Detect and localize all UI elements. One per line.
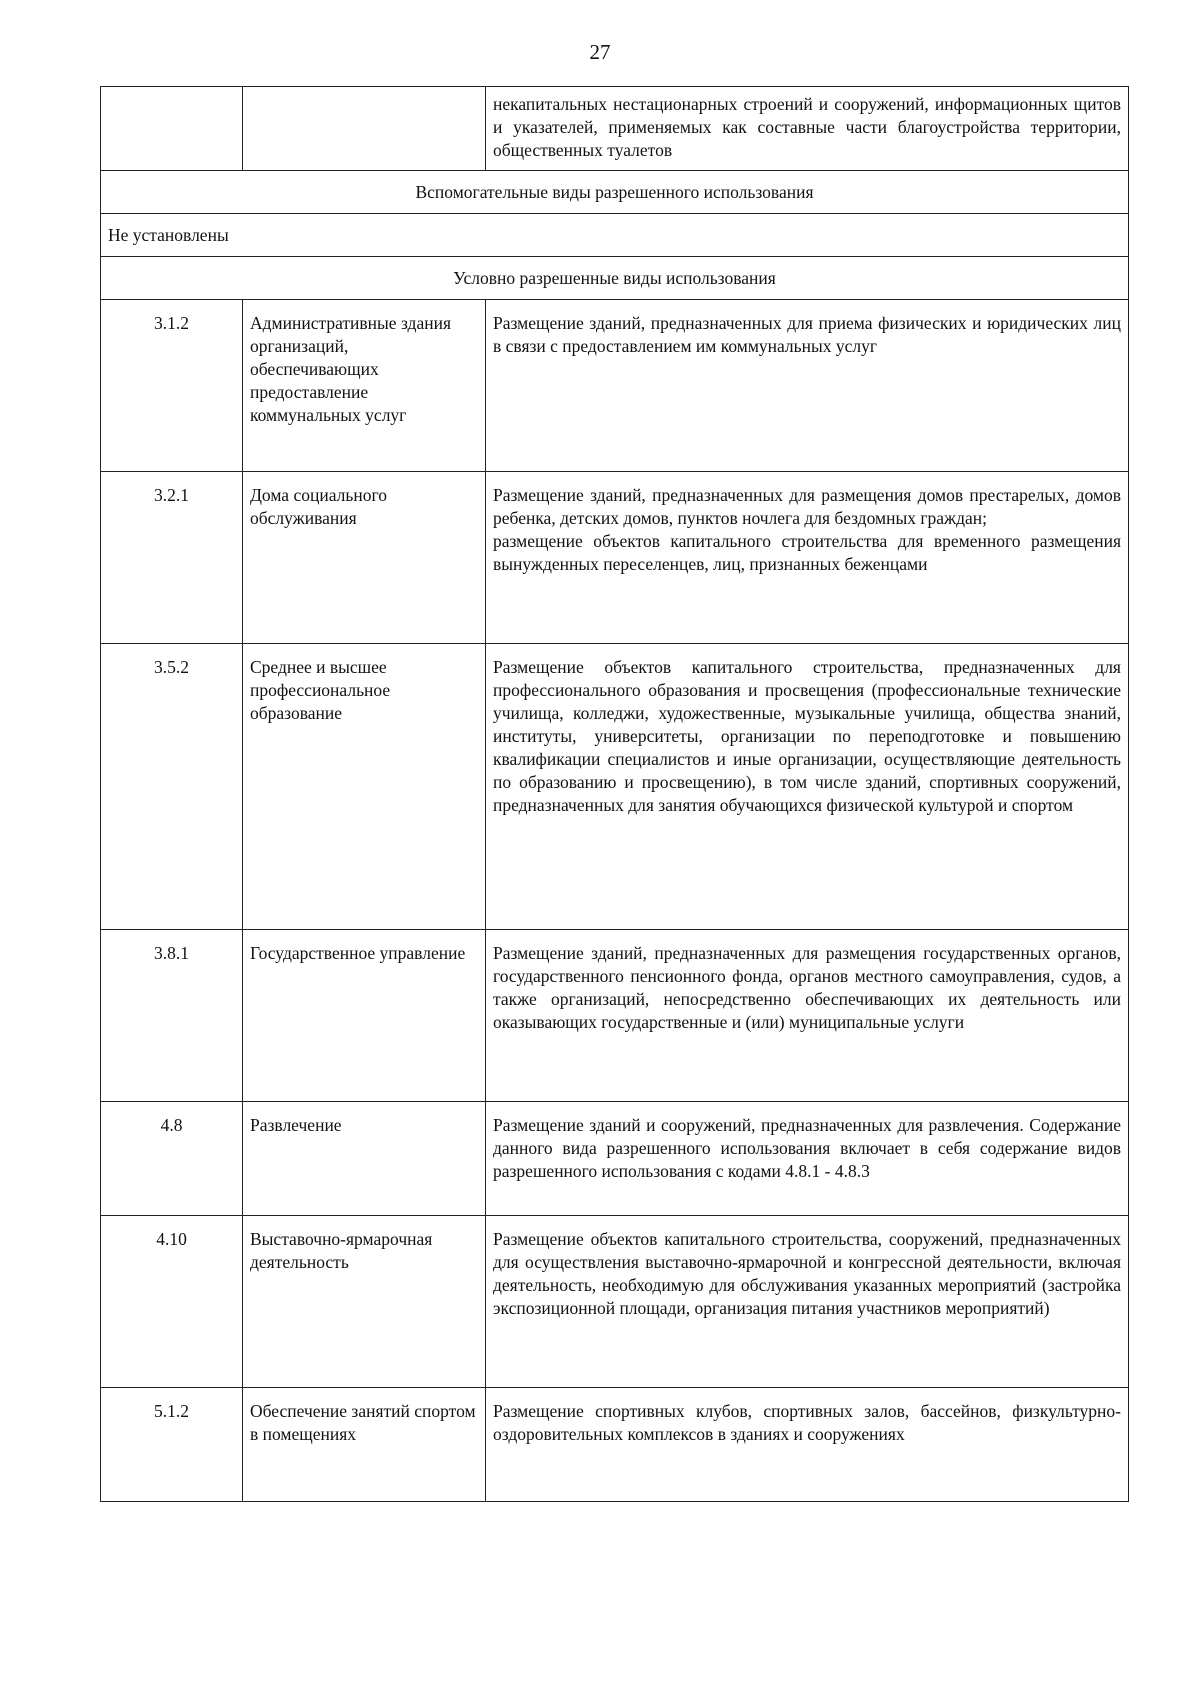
cell-name: Обеспечение занятий спортом в помещениях (243, 1388, 486, 1502)
cell-code: 3.2.1 (101, 472, 243, 644)
table-row (101, 1102, 1129, 1216)
section-row-conditional (101, 257, 1129, 300)
cell-name: Государственное управление (243, 930, 486, 1102)
table-row (101, 644, 1129, 930)
cell-description (486, 472, 1129, 644)
table-row-continuation (101, 87, 1129, 171)
cell-code: 3.8.1 (101, 930, 243, 1102)
conditional-rows (101, 300, 1129, 1502)
cell-name: Среднее и высшее профессиональное образование (243, 644, 486, 930)
cell-code: 3.1.2 (101, 300, 243, 472)
page-number: 27 (589, 40, 611, 64)
cell-description (486, 1388, 1129, 1502)
cell-name: Административные здания организаций, обеспечивающих предоставление коммунальных услуг (243, 300, 486, 472)
cell-description (486, 300, 1129, 472)
table-row (101, 472, 1129, 644)
cell-name (243, 87, 486, 171)
table-row (101, 1216, 1129, 1388)
cell-code (101, 87, 243, 171)
cell-code: 3.5.2 (101, 644, 243, 930)
description-paragraph: Размещение зданий, предназначенных для приема физических и юридических лиц в связи с предоставлением им коммунальных услуг (493, 313, 1121, 356)
cell-name: Выставочно-ярмарочная деятельность (243, 1216, 486, 1388)
description-paragraph: Размещение зданий и сооружений, предназначенных для развлечения. Содержание данного вида разрешенного использования включает в себя содержание видов разрешенного использования с кодами 4.8.1 - 4.8.3 (493, 1115, 1121, 1181)
cell-name: Дома социального обслуживания (243, 472, 486, 644)
description-paragraph: Размещение зданий, предназначенных для размещения домов престарелых, домов ребенка, детских домов, пунктов ночлега для бездомных граждан; (493, 485, 1121, 528)
section-header-auxiliary: Вспомогательные виды разрешенного использования (101, 171, 1129, 214)
cell-code: 4.10 (101, 1216, 243, 1388)
cell-description (486, 930, 1129, 1102)
cell-description (486, 644, 1129, 930)
description-paragraph: размещение объектов капитального строительства для временного размещения вынужденных переселенцев, лиц, признанных беженцами (493, 531, 1121, 574)
table-row (101, 1388, 1129, 1502)
cell-name: Развлечение (243, 1102, 486, 1216)
section-row-auxiliary (101, 171, 1129, 214)
section-row-auxiliary-note (101, 214, 1129, 257)
description-paragraph: Размещение объектов капитального строительства, предназначенных для профессионального образования и просвещения (профессиональные технические училища, колледжи, художественные, музыкальные училища, общества знаний, институты, университеты, организации по переподготовке и повышению квалификации специалистов и иные организации, осуществляющие деятельность по образованию и просвещению), в том числе зданий, спортивных сооружений, предназначенных для занятия обучающихся физической культурой и спортом (493, 657, 1121, 815)
cell-description: некапитальных нестационарных строений и сооружений, информационных щитов и указателей, применяемых как составные части благоустройства территории, общественных туалетов (486, 87, 1129, 171)
section-note-not-established: Не установлены (101, 214, 1129, 257)
cell-description (486, 1102, 1129, 1216)
land-use-table (100, 86, 1129, 1502)
table-row (101, 930, 1129, 1102)
description-paragraph: Размещение спортивных клубов, спортивных залов, бассейнов, физкультурно-оздоровительных комплексов в зданиях и сооружениях (493, 1401, 1121, 1444)
description-paragraph: Размещение объектов капитального строительства, сооружений, предназначенных для осуществления выставочно-ярмарочной и конгрессной деятельности, включая деятельность, необходимую для обслуживания указанных мероприятий (застройка экспозиционной площади, организация питания участников мероприятий) (493, 1229, 1121, 1318)
section-header-conditional: Условно разрешенные виды использования (101, 257, 1129, 300)
cell-code: 4.8 (101, 1102, 243, 1216)
table-row (101, 300, 1129, 472)
cell-description (486, 1216, 1129, 1388)
description-paragraph: Размещение зданий, предназначенных для размещения государственных органов, государственного пенсионного фонда, органов местного самоуправления, судов, а также организаций, непосредственно обеспечивающих их деятельность или оказывающих государственные и (или) муниципальные услуги (493, 943, 1121, 1032)
cell-code: 5.1.2 (101, 1388, 243, 1502)
